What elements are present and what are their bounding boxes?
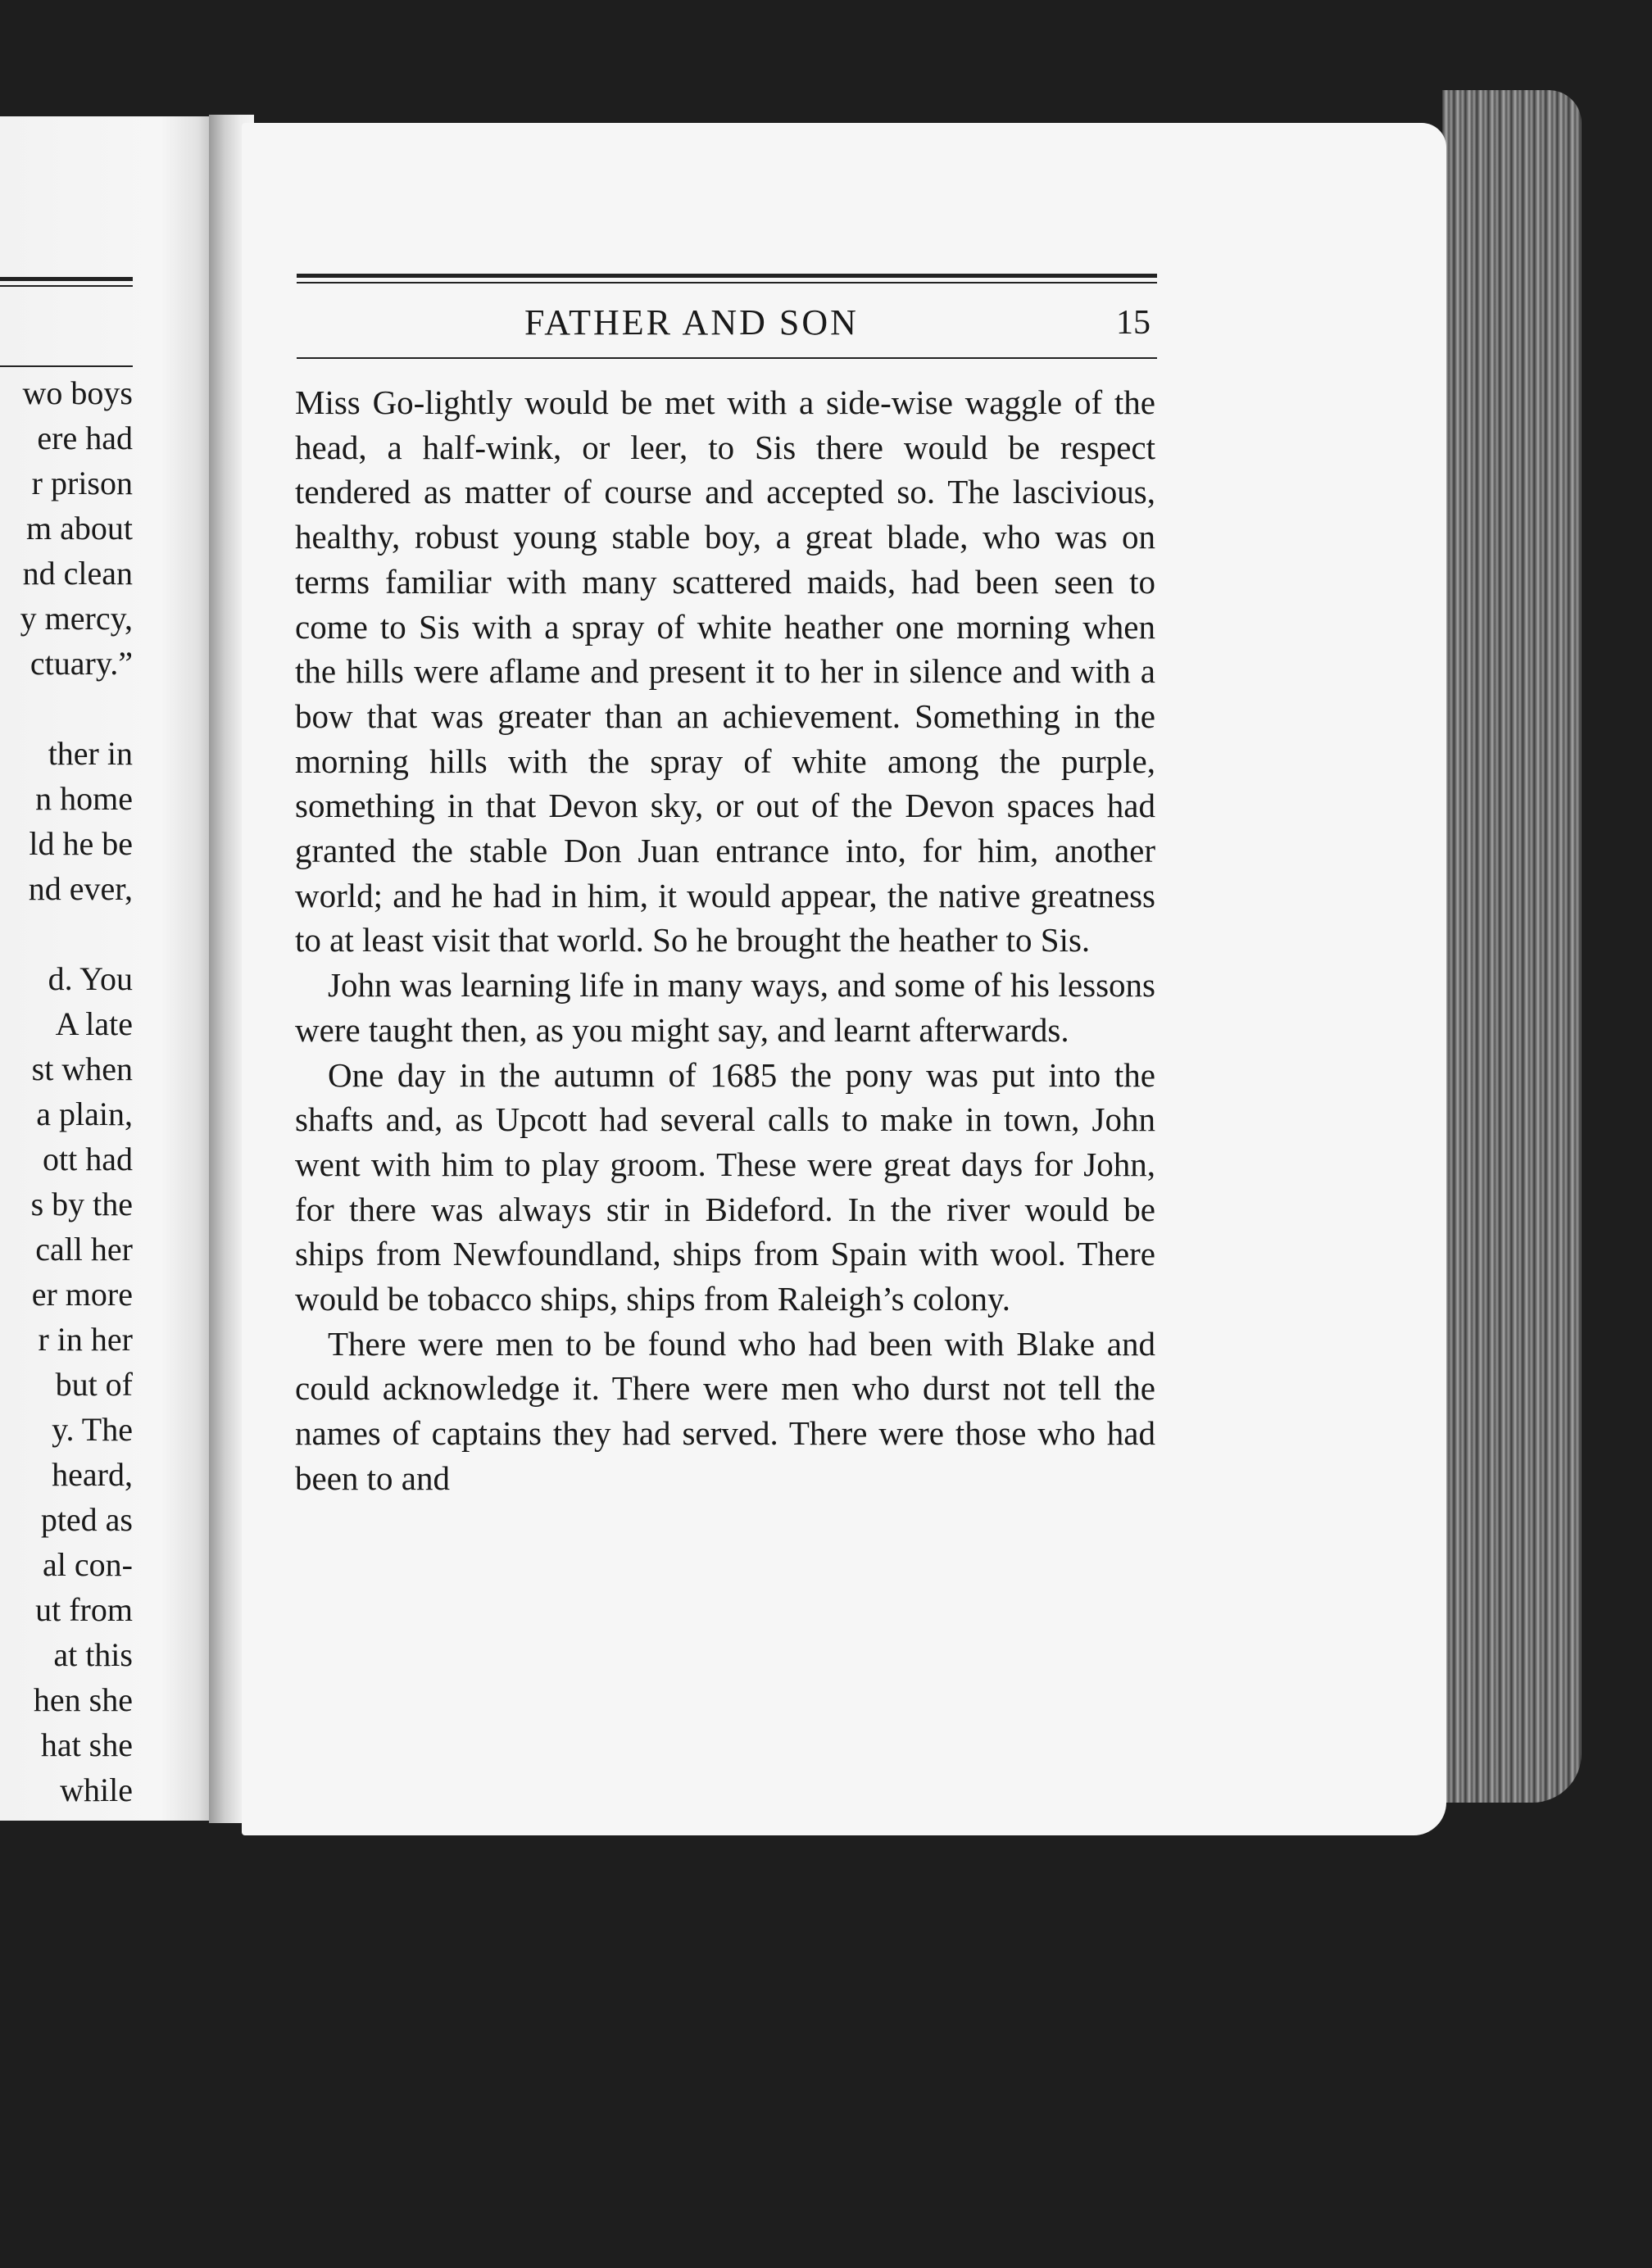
left-line: ctuary.” bbox=[30, 645, 133, 682]
left-line: st when bbox=[31, 1050, 133, 1087]
left-line: n home bbox=[35, 780, 133, 817]
left-line: ther in bbox=[48, 735, 133, 772]
left-line: pted as bbox=[40, 1501, 133, 1538]
left-header-rule-thin bbox=[0, 285, 133, 287]
left-line: at this bbox=[53, 1636, 133, 1673]
left-line: nd ever, bbox=[28, 870, 133, 907]
left-page-text bbox=[0, 370, 133, 1812]
header-rule-thin bbox=[297, 282, 1157, 284]
left-line: a plain, bbox=[36, 1095, 133, 1132]
left-line: d. You bbox=[48, 960, 133, 997]
left-line: call her bbox=[35, 1231, 133, 1268]
left-line: heard, bbox=[52, 1456, 133, 1493]
left-line: nd clean bbox=[22, 555, 133, 592]
left-line: ut from bbox=[35, 1591, 133, 1628]
left-line: hat she bbox=[40, 1726, 133, 1763]
running-head-title: FATHER AND SON bbox=[524, 302, 859, 342]
left-line: hen she bbox=[33, 1681, 133, 1718]
left-line: but of bbox=[55, 1366, 133, 1403]
left-line: m about bbox=[26, 510, 133, 547]
header-rule-bottom bbox=[297, 357, 1157, 359]
left-line: wo boys bbox=[22, 374, 133, 411]
page-number: 15 bbox=[1116, 304, 1150, 342]
left-line: s by the bbox=[30, 1186, 133, 1222]
left-line: er more bbox=[31, 1276, 133, 1313]
left-header-rule-bottom bbox=[0, 365, 133, 367]
body-text bbox=[295, 380, 1155, 1501]
left-line: ld he be bbox=[29, 825, 133, 862]
left-line: r prison bbox=[31, 465, 133, 501]
paragraph: One day in the autumn of 1685 the pony was put into the shafts and, as Upcott had several calls to make in town, John went with him to play groom. These were great days for John, for there was always stir in Bideford. In the river would be ships from Newfoundland, ships from Spain with wool. There would be tobacco ships, ships from Raleigh’s colony. bbox=[295, 1055, 1155, 1318]
left-line: ott had bbox=[43, 1141, 133, 1177]
left-line: y. The bbox=[52, 1411, 133, 1448]
left-line bbox=[0, 911, 133, 956]
paragraph: Miss Go-lightly would be met with a side-wise waggle of the head, a half-wink, or leer, to Sis there would be respect tendered as matter of course and accepted so. The lascivious, healthy, robust young stable boy, a great blade, who was on terms familiar with many scattered maids, had been seen to come to Sis with a spray of white heather one morning when the hills were aflame and present it to her in silence and with a bow that was greater than an achievement. Something in the morning hills with the spray of white among the purple, something in that Devon sky, or out of the Devon spaces had granted the stable Don Juan entrance into, for him, another world; and he had in him, it would appear, the native greatness to at least visit that world. So he brought the heather to Sis. bbox=[295, 383, 1155, 959]
header-rule-top bbox=[297, 274, 1157, 278]
left-line: al con- bbox=[43, 1546, 133, 1583]
left-line: ere had bbox=[37, 420, 133, 456]
left-line: A late bbox=[55, 1005, 133, 1042]
left-header-rule-top bbox=[0, 277, 133, 281]
paragraph: There were men to be found who had been with Blake and could acknowledge it. There were men who durst not tell the names of captains they had served. There were those who had been to and bbox=[295, 1324, 1155, 1497]
paragraph: John was learning life in many ways, and some of his lessons were taught then, as you might say, and learnt afterwards. bbox=[295, 966, 1155, 1049]
page-edges bbox=[1442, 90, 1582, 1803]
left-line bbox=[0, 686, 133, 731]
left-line: y mercy, bbox=[20, 600, 133, 637]
left-line: while bbox=[60, 1771, 133, 1808]
left-line: r in her bbox=[38, 1321, 133, 1358]
